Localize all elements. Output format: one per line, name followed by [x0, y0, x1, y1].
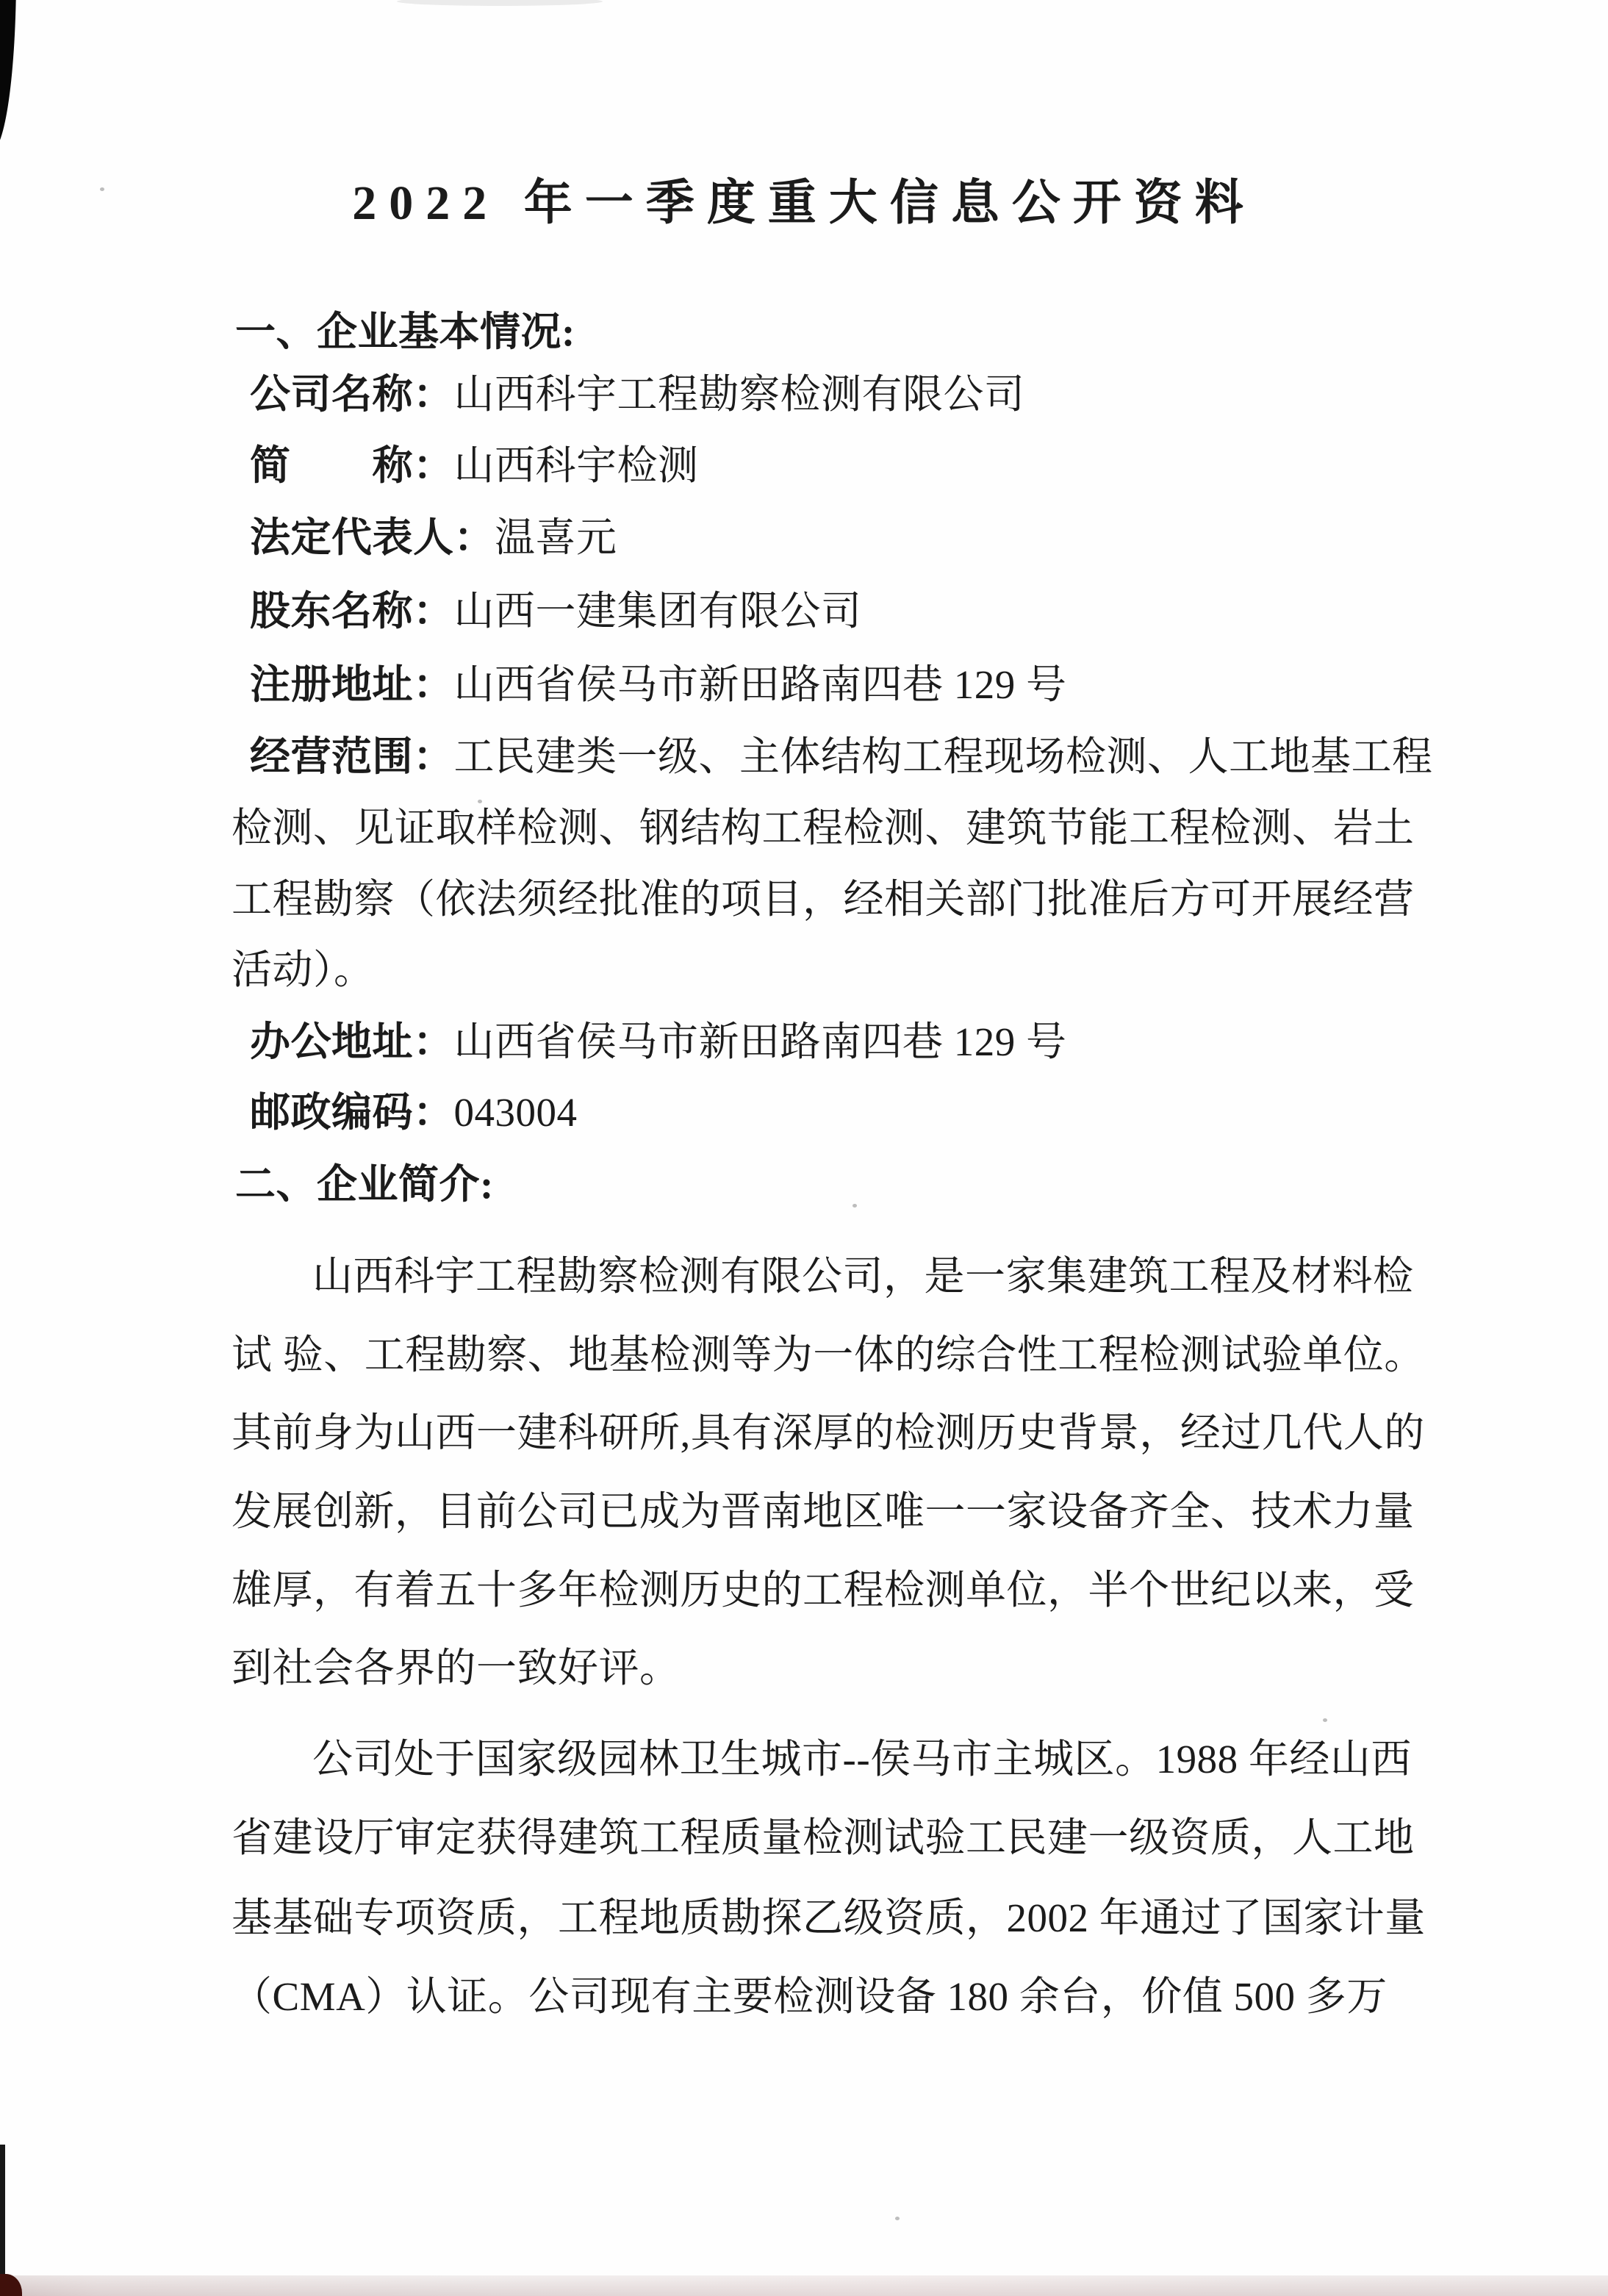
- field-label: 公司名称：: [250, 372, 454, 417]
- scan-speck: [1323, 1718, 1327, 1722]
- scan-speck: [478, 800, 482, 803]
- scan-speck: [895, 2217, 900, 2220]
- field-office-address: [250, 1019, 1067, 1066]
- field-business-scope-line-1: [250, 733, 1433, 781]
- field-value: 工民建类一级、主体结构工程现场检测、人工地基工程: [453, 734, 1433, 779]
- field-value: 山西省侯马市新田路南四巷 129 号: [453, 1019, 1067, 1064]
- field-label: 简 称：: [250, 443, 454, 488]
- scan-artifact-top-left-corner: [0, 0, 16, 151]
- paragraph-2-line-4: （CMA）认证。公司现有主要检测设备 180 余台，价值 500 多万: [231, 1974, 1388, 2019]
- paragraph-1-line-1: 山西科宇工程勘察检测有限公司，是一家集建筑工程及材料检: [312, 1254, 1414, 1299]
- field-label: 邮政编码：: [250, 1090, 454, 1135]
- field-value: 山西省侯马市新田路南四巷 129 号: [453, 662, 1067, 707]
- paragraph-1-line-3: 其前身为山西一建科研所,具有深厚的检测历史背景，经过几代人的: [231, 1410, 1425, 1455]
- field-registered-address: [250, 661, 1067, 708]
- paragraph-1-line-2: 试 验、工程勘察、地基检测等为一体的综合性工程检测试验单位。: [231, 1332, 1425, 1377]
- scan-artifact-top-smudge: [397, 0, 603, 6]
- paragraph-1-line-5: 雄厚，有着五十多年检测历史的工程检测单位，半个世纪以来，受: [231, 1568, 1415, 1612]
- field-value: 山西科宇检测: [453, 443, 699, 488]
- field-business-scope-line-4: 活动）。: [231, 947, 375, 992]
- field-company-name: [250, 371, 1025, 418]
- section-2-heading: 二、企业简介:: [235, 1162, 494, 1207]
- scan-artifact-bottom-band: [0, 2275, 1608, 2296]
- paragraph-2-line-2: 省建设厅审定获得建筑工程质量检测试验工民建一级资质，人工地: [231, 1815, 1415, 1860]
- field-short-name: [250, 442, 699, 489]
- paragraph-1-line-4: 发展创新，目前公司已成为晋南地区唯一一家设备齐全、技术力量: [231, 1489, 1415, 1534]
- field-label: 办公地址：: [250, 1019, 454, 1064]
- field-postal-code: [250, 1089, 578, 1136]
- field-business-scope-line-3: 工程勘察（依法须经批准的项目，经相关部门批准后方可开展经营: [231, 877, 1415, 922]
- field-legal-representative: [250, 514, 617, 562]
- section-1-heading: 一、企业基本情况:: [235, 309, 575, 354]
- field-label: 法定代表人：: [250, 515, 495, 560]
- paragraph-2-line-3: 基基础专项资质，工程地质勘探乙级资质，2002 年通过了国家计量: [231, 1895, 1426, 1940]
- field-label: 经营范围：: [250, 734, 454, 779]
- field-label: 注册地址：: [250, 662, 454, 707]
- document-title: 2022 年一季度重大信息公开资料: [352, 176, 1256, 230]
- scan-speck: [853, 1204, 857, 1208]
- field-business-scope-line-2: 检测、见证取样检测、钢结构工程检测、建筑节能工程检测、岩土: [231, 806, 1415, 850]
- field-shareholder-name: [250, 588, 862, 635]
- field-value: 温喜元: [495, 515, 617, 560]
- paragraph-2-line-1: 公司处于国家级园林卫生城市--侯马市主城区。1988 年经山西: [312, 1737, 1412, 1782]
- paragraph-1-line-6: 到社会各界的一致好评。: [231, 1646, 681, 1690]
- field-value: 山西科宇工程勘察检测有限公司: [453, 372, 1025, 417]
- field-label: 股东名称：: [250, 589, 454, 634]
- field-value: 043004: [453, 1090, 578, 1135]
- field-value: 山西一建集团有限公司: [453, 589, 862, 634]
